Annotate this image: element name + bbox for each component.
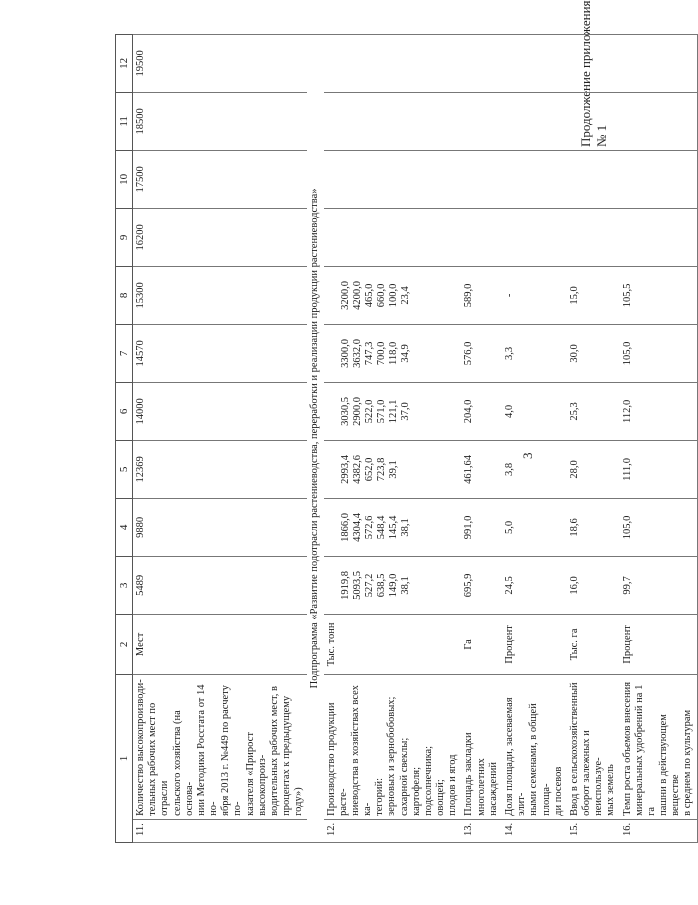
value-cell: 105,5 — [620, 266, 698, 324]
column-header: 5 — [116, 440, 133, 498]
value-cell — [620, 150, 698, 208]
value-cell: 14000 — [133, 382, 308, 440]
value-cell: 15,0 — [567, 266, 620, 324]
column-header: 2 — [116, 614, 133, 674]
value-cell: 14570 — [133, 324, 308, 382]
row-number: 16. — [620, 819, 698, 842]
value-list: 3300,0 3632,0 747,3 700,0 118,0 34,9 — [339, 338, 412, 368]
value-cell — [502, 150, 567, 208]
indicator-name: Темп роста объемов внесения минеральных удобрений на 1 га пашни в действующем веществе в среднем по культурам — [620, 674, 698, 819]
value-cell: 111,0 — [620, 440, 698, 498]
value-cell — [567, 208, 620, 266]
value-cell: 19500 — [133, 34, 308, 92]
value-cell: 991,0 — [461, 498, 502, 556]
value-cell: 3,3 — [502, 324, 567, 382]
unit-cell: Тыс. тонн — [324, 614, 462, 674]
unit-cell: Процент — [620, 614, 698, 674]
subprogram-row — [307, 34, 323, 842]
value-cell — [620, 92, 698, 150]
indicators-table — [115, 34, 698, 843]
value-list: 1866,0 4304,4 572,6 548,4 145,4 38,1 — [339, 512, 412, 542]
indicator-name: Доля площади, засеваемая элит- ными семенами, в общей площа- ди посевов — [502, 674, 567, 819]
value-cell — [461, 34, 502, 92]
value-cell: 4,0 — [502, 382, 567, 440]
value-cell — [324, 92, 462, 150]
value-cell — [461, 150, 502, 208]
page-number: 3 — [520, 452, 535, 459]
row-number: 15. — [567, 819, 620, 842]
value-cell: 3,8 — [502, 440, 567, 498]
value-cell — [324, 150, 462, 208]
value-cell: - — [502, 266, 567, 324]
value-cell — [324, 324, 462, 382]
value-cell — [502, 34, 567, 92]
unit-cell: Га — [461, 614, 502, 674]
value-cell: 16,0 — [567, 556, 620, 614]
value-cell — [324, 440, 462, 498]
value-cell: 5,0 — [502, 498, 567, 556]
value-cell — [620, 208, 698, 266]
indicator-name: Производство продукции расте- ниеводства в хозяйствах всех ка- тегорий: зерновых и зернобобовых; сахарной свеклы; картофеля; подсолнечника; овощей; плодов и ягод — [324, 674, 462, 819]
row-number: 13. — [461, 819, 502, 842]
unit-cell: Тыс. га — [567, 614, 620, 674]
value-cell: 105,0 — [620, 324, 698, 382]
value-cell — [502, 208, 567, 266]
table-row — [461, 34, 502, 842]
value-list: 3030,5 2900,0 522,0 571,0 121,1 37,0 — [339, 396, 412, 426]
value-cell: 5489 — [133, 556, 308, 614]
value-cell: 28,0 — [567, 440, 620, 498]
column-header: 8 — [116, 266, 133, 324]
value-list: 1919,8 5093,5 527,2 638,5 149,0 38,1 — [339, 570, 412, 600]
value-cell: 461,64 — [461, 440, 502, 498]
value-cell: 12369 — [133, 440, 308, 498]
column-header: 12 — [116, 34, 133, 92]
value-cell: 9880 — [133, 498, 308, 556]
value-cell — [324, 34, 462, 92]
value-cell — [567, 34, 620, 92]
row-number: 12. — [324, 819, 462, 842]
column-header: 3 — [116, 556, 133, 614]
value-cell — [324, 208, 462, 266]
unit-cell: Процент — [502, 614, 567, 674]
value-list: 2993,4 4382,6 652,0 723,8 39,1 — [339, 454, 400, 484]
value-cell — [502, 92, 567, 150]
value-cell: 105,0 — [620, 498, 698, 556]
indicator-name: Площадь закладки многолетних насаждений — [461, 674, 502, 819]
table-row — [133, 34, 308, 842]
value-cell: 695,9 — [461, 556, 502, 614]
value-cell — [324, 266, 462, 324]
row-number: 14. — [502, 819, 567, 842]
indicator-name: Ввод в сельскохозяйственный оборот залежных и неиспользуе- мых земель — [567, 674, 620, 819]
value-cell: 17500 — [133, 150, 308, 208]
value-cell: 25,3 — [567, 382, 620, 440]
table-row — [324, 34, 462, 842]
value-cell: 99,7 — [620, 556, 698, 614]
value-cell — [461, 92, 502, 150]
value-cell — [461, 208, 502, 266]
value-cell — [324, 556, 462, 614]
continuation-header: Продолжение приложения № 1 — [578, 0, 609, 147]
value-cell — [567, 92, 620, 150]
column-header: 4 — [116, 498, 133, 556]
column-header: 10 — [116, 150, 133, 208]
table-row — [502, 34, 567, 842]
indicator-name: Количество высокопроизводи- тельных рабочих мест по отрасли сельского хозяйства (на основа- нии Методики Росстата от 14 но- ября 2013 г. №449 по расчету по- казателя «Прирост высокопроиз- водительных рабочих мест, в процентах к предыдущему году») — [133, 674, 308, 819]
column-number-row — [116, 34, 133, 842]
value-cell: 112,0 — [620, 382, 698, 440]
column-header: 9 — [116, 208, 133, 266]
value-list: 3200,0 4200,0 465,0 660,0 100,0 23,4 — [339, 280, 412, 310]
value-cell — [620, 34, 698, 92]
value-cell — [324, 498, 462, 556]
row-number: 11. — [133, 819, 308, 842]
value-cell — [324, 382, 462, 440]
table-row — [620, 34, 698, 842]
column-header: 7 — [116, 324, 133, 382]
value-cell: 589,0 — [461, 266, 502, 324]
value-cell: 18500 — [133, 92, 308, 150]
value-cell: 24,5 — [502, 556, 567, 614]
value-cell: 15300 — [133, 266, 308, 324]
value-cell: 18,6 — [567, 498, 620, 556]
unit-cell: Мест — [133, 614, 308, 674]
column-header: 1 — [116, 674, 133, 842]
value-cell — [567, 150, 620, 208]
column-header: 11 — [116, 92, 133, 150]
value-cell: 16200 — [133, 208, 308, 266]
column-header: 6 — [116, 382, 133, 440]
value-cell: 576,0 — [461, 324, 502, 382]
table-row — [567, 34, 620, 842]
value-cell: 204,0 — [461, 382, 502, 440]
subprogram-title: Подпрограмма «Развитие подотрасли растениеводства, переработки и реализации продукции растениеводства» — [307, 34, 323, 842]
value-cell: 30,0 — [567, 324, 620, 382]
